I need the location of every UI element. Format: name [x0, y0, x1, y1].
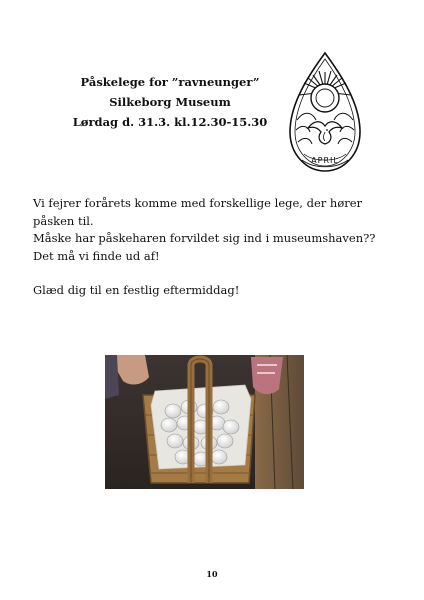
emblem-label: APRIL: [311, 156, 339, 165]
event-datetime: Lørdag d. 31.3. kl.12.30-15.30: [72, 115, 268, 129]
april-emblem-icon: [288, 50, 362, 174]
paragraph-find-out: Det må vi finde ud af!: [33, 248, 160, 263]
paragraph-closing: Glæd dig til en festlig eftermiddag!: [33, 283, 240, 297]
event-venue: Silkeborg Museum: [109, 95, 231, 109]
event-title: Påskelege for ”ravneunger”: [80, 75, 260, 89]
invitation-text: [33, 195, 393, 300]
paragraph-easter-bunny: Måske har påskeharen forvildet sig ind i museumshaven??: [33, 231, 376, 245]
event-title-block: [60, 72, 280, 132]
paragraph-intro: Vi fejrer forårets komme med forskellige lege, der hører påsken til.: [33, 196, 363, 228]
page-number: 10: [206, 569, 218, 579]
basket-of-eggs-photo: [105, 355, 304, 489]
